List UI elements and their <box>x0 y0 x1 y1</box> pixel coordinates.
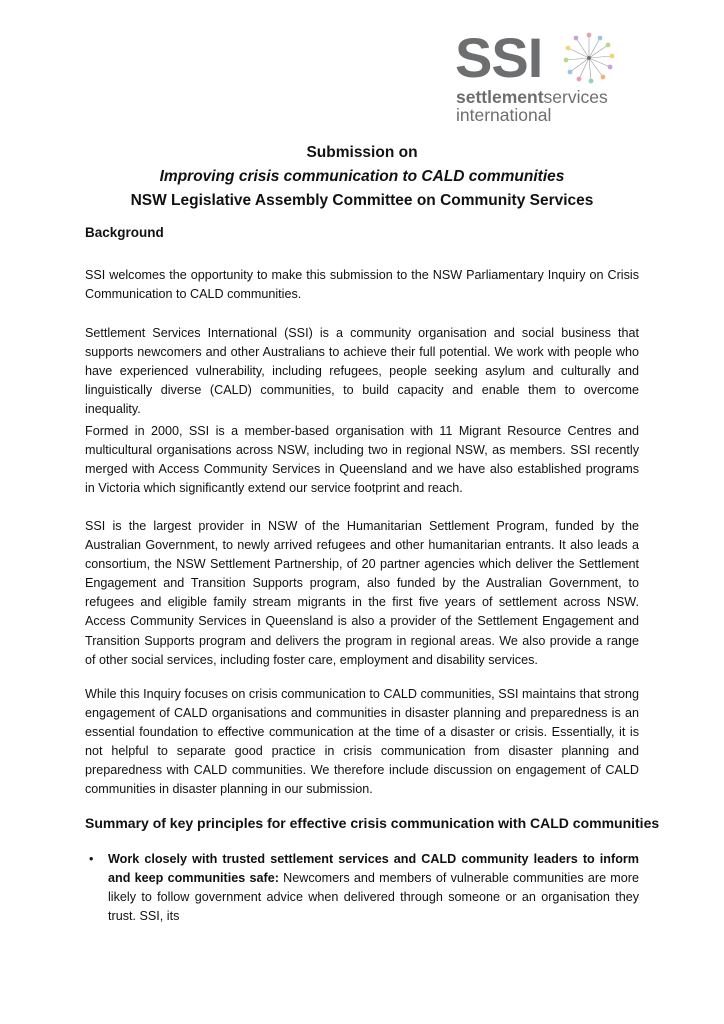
principles-list <box>85 850 639 926</box>
paragraph: SSI is the largest provider in NSW of the Humanitarian Settlement Program, funded by the Australian Government, to newly arrived refugees and other humanitarian entrants. It also leads a consortium, the NSW Settlement Partnership, of 20 partner agencies which deliver the Settlement Engagement and Transition Supports program, also funded by the Australian Government, to refugees and eligible family stream migrants in the first five years of settlement across NSW. Access Community Services in Queensland is also a provider of the Settlement Engagement and Transition Supports program and delivers the program in regional areas. We also provide a range of other social services, including foster care, employment and disability services. <box>85 519 639 667</box>
bullet-icon: • <box>89 852 94 866</box>
starburst-icon <box>563 32 615 84</box>
paragraph: SSI welcomes the opportunity to make this submission to the NSW Parliamentary Inquiry on Crisis Communication to CALD communities. <box>85 268 639 302</box>
logo-text-line1 <box>456 88 608 106</box>
title-line-2: Improving crisis communication to CALD communities <box>159 168 565 185</box>
logo-services: services <box>543 87 608 107</box>
summary-heading: Summary of key principles for effective crisis communication with CALD communities <box>85 815 660 831</box>
title-line-1: Submission on <box>306 144 418 161</box>
list-item <box>85 850 639 926</box>
bullet-lead: Work closely with trusted settlement services and CALD community leaders to inform and keep communities safe: <box>108 852 639 886</box>
logo-settlement: settlement <box>456 87 544 107</box>
paragraph: Formed in 2000, SSI is a member-based organisation with 11 Migrant Resource Centres and multicultural organisations across NSW, including two in regional NSW, as members. SSI recently merged with Access Community Services in Queensland and we have also established programs in Victoria which significantly extend our service footprint and reach. <box>85 424 639 496</box>
background-heading: Background <box>85 225 164 240</box>
logo-text-line2: international <box>456 105 552 125</box>
paragraph: While this Inquiry focuses on crisis communication to CALD communities, SSI maintains that strong engagement of CALD organisations and communities in disaster planning and preparedness is an essential foundation to effective communication at the time of a disaster or crisis. Essentially, it is not helpful to separate good practice in crisis communication from disaster planning and preparedness with CALD communities. We therefore include discussion on engagement of CALD communities in disaster planning in our submission. <box>85 687 639 797</box>
ssi-logo <box>455 26 625 125</box>
paragraph: Settlement Services International (SSI) is a community organisation and social business that supports newcomers and other Australians to achieve their full potential. We work with people who have experienced vulnerability, including refugees, people seeking asylum and culturally and linguistically diverse (CALD) communities, to build capacity and enable them to overcome inequality. <box>85 326 639 417</box>
bullet-text: Newcomers and members of vulnerable communities are more likely to follow government advice when delivered through someone or an organisation they trust. SSI, its <box>108 871 640 924</box>
logo-mark: SSI <box>455 26 543 89</box>
title-line-3: NSW Legislative Assembly Committee on Community Services <box>130 192 594 209</box>
